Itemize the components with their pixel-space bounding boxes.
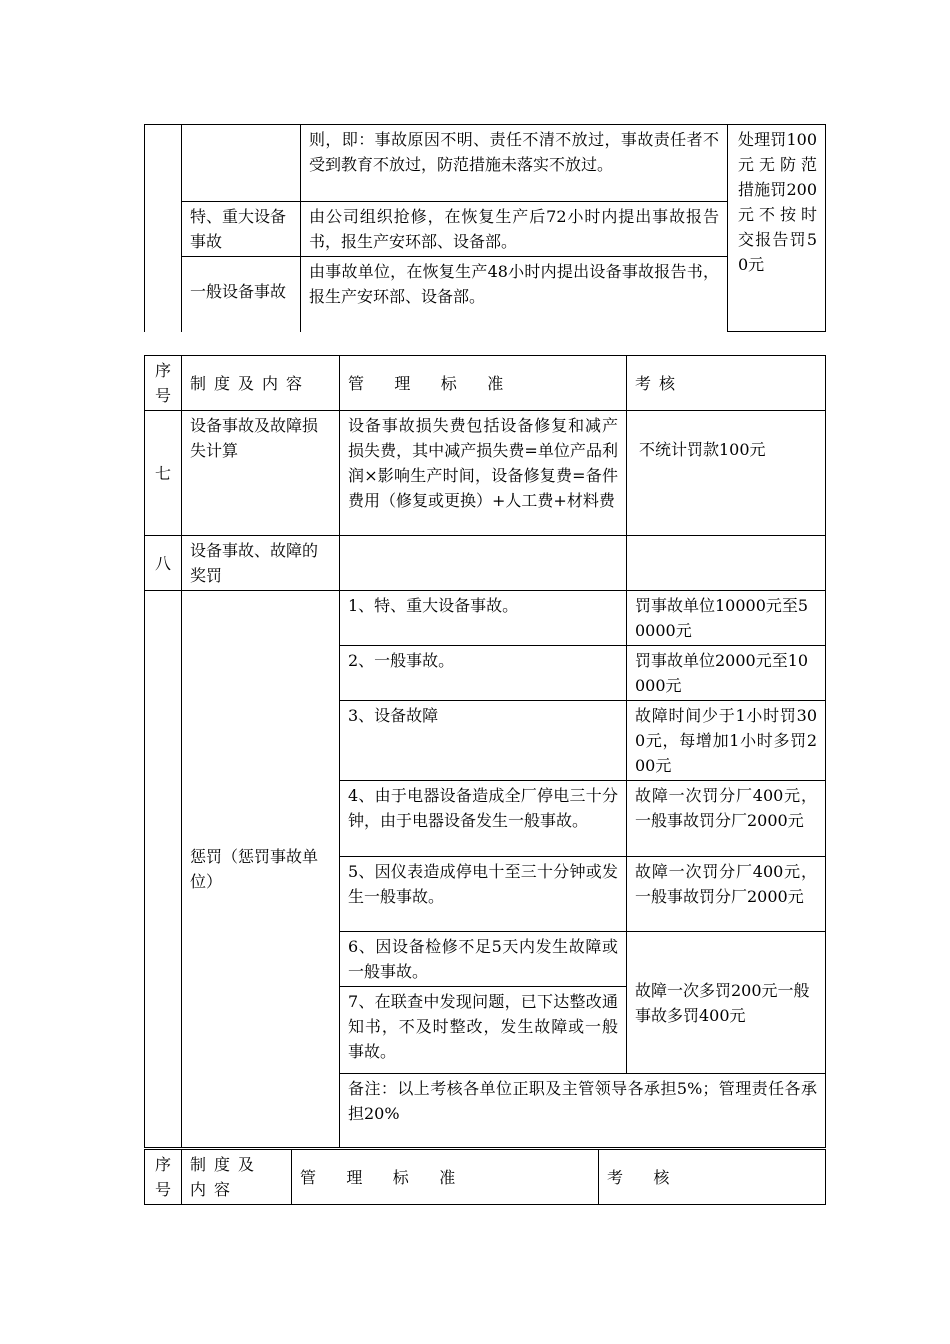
penalty-assess [627, 932, 826, 1074]
header-content: 制度及内容 [182, 356, 340, 411]
penalty-item: 2、一般事故。 [340, 646, 627, 701]
penalty-assess-text: 故障一次多罚200元一般事故多罚400元 [635, 980, 810, 1025]
penalty-assess: 故障一次罚分厂400元，一般事故罚分厂2000元 [627, 781, 826, 857]
assessment-cell: 处理罚100元无防范措施罚200元不按时交报告罚50元 [728, 125, 826, 332]
item-cell: 特、重大设备事故 [182, 202, 301, 257]
header-assess: 考核 [627, 356, 826, 411]
regulation-table [144, 355, 826, 1148]
standard-cell: 设备事故损失费包括设备修复和减产损失费，其中减产损失费=单位产品利润×影响生产时间，设备修复费=备件费用（修复或更换）+人工费+材料费 [340, 411, 627, 536]
note-cell: 备注：以上考核各单位正职及主管领导各承担5%；管理责任各承担20% [340, 1074, 826, 1148]
penalty-item: 6、因设备检修不足5天内发生故障或一般事故。 [340, 932, 627, 987]
seq-cell-empty [145, 125, 182, 332]
assess-cell: 不统计罚款100元 [627, 411, 826, 536]
seq-cell: 八 [145, 536, 182, 591]
penalty-item: 5、因仪表造成停电十至三十分钟或发生一般事故。 [340, 857, 627, 932]
item-cell: 一般设备事故 [182, 257, 301, 332]
header-assess: 考核 [599, 1150, 826, 1205]
penalty-item: 4、由于电器设备造成全厂停电三十分钟，由于电器设备发生一般事故。 [340, 781, 627, 857]
continuation-table [144, 124, 826, 332]
content-cell: 设备事故及故障损失计算 [182, 411, 340, 536]
content-cell: 设备事故、故障的奖罚 [182, 536, 340, 591]
penalty-item: 3、设备故障 [340, 701, 627, 781]
penalty-assess: 罚事故单位10000元至50000元 [627, 591, 826, 646]
penalty-item: 1、特、重大设备事故。 [340, 591, 627, 646]
assess-cell-empty [627, 536, 826, 591]
penalty-item: 7、在联查中发现问题，已下达整改通知书，不及时整改，发生故障或一般事故。 [340, 987, 627, 1074]
penalty-assess: 故障一次罚分厂400元，一般事故罚分厂2000元 [627, 857, 826, 932]
header-content: 制度及内容 [182, 1150, 292, 1205]
penalty-assess: 故障时间少于1小时罚300元，每增加1小时多罚200元 [627, 701, 826, 781]
penalty-assess: 罚事故单位2000元至10000元 [627, 646, 826, 701]
item-cell [182, 125, 301, 202]
standard-cell: 由公司组织抢修，在恢复生产后72小时内提出事故报告书，报生产安环部、设备部。 [301, 202, 728, 257]
header-standard: 管理标准 [340, 356, 627, 411]
header-seq: 序号 [145, 1150, 182, 1205]
standard-cell: 则，即：事故原因不明、责任不清不放过，事故责任者不受到教育不放过，防范措施未落实不放过。 [301, 125, 728, 202]
standard-cell-empty [340, 536, 627, 591]
next-table-header [144, 1149, 826, 1205]
penalty-label: 惩罚（惩罚事故单位） [182, 591, 340, 1148]
standard-cell: 由事故单位，在恢复生产48小时内提出设备事故报告书，报生产安环部、设备部。 [301, 257, 728, 332]
seq-cell-empty [145, 591, 182, 1148]
header-standard: 管理标准 [292, 1150, 599, 1205]
seq-cell: 七 [145, 411, 182, 536]
header-seq: 序号 [145, 356, 182, 411]
